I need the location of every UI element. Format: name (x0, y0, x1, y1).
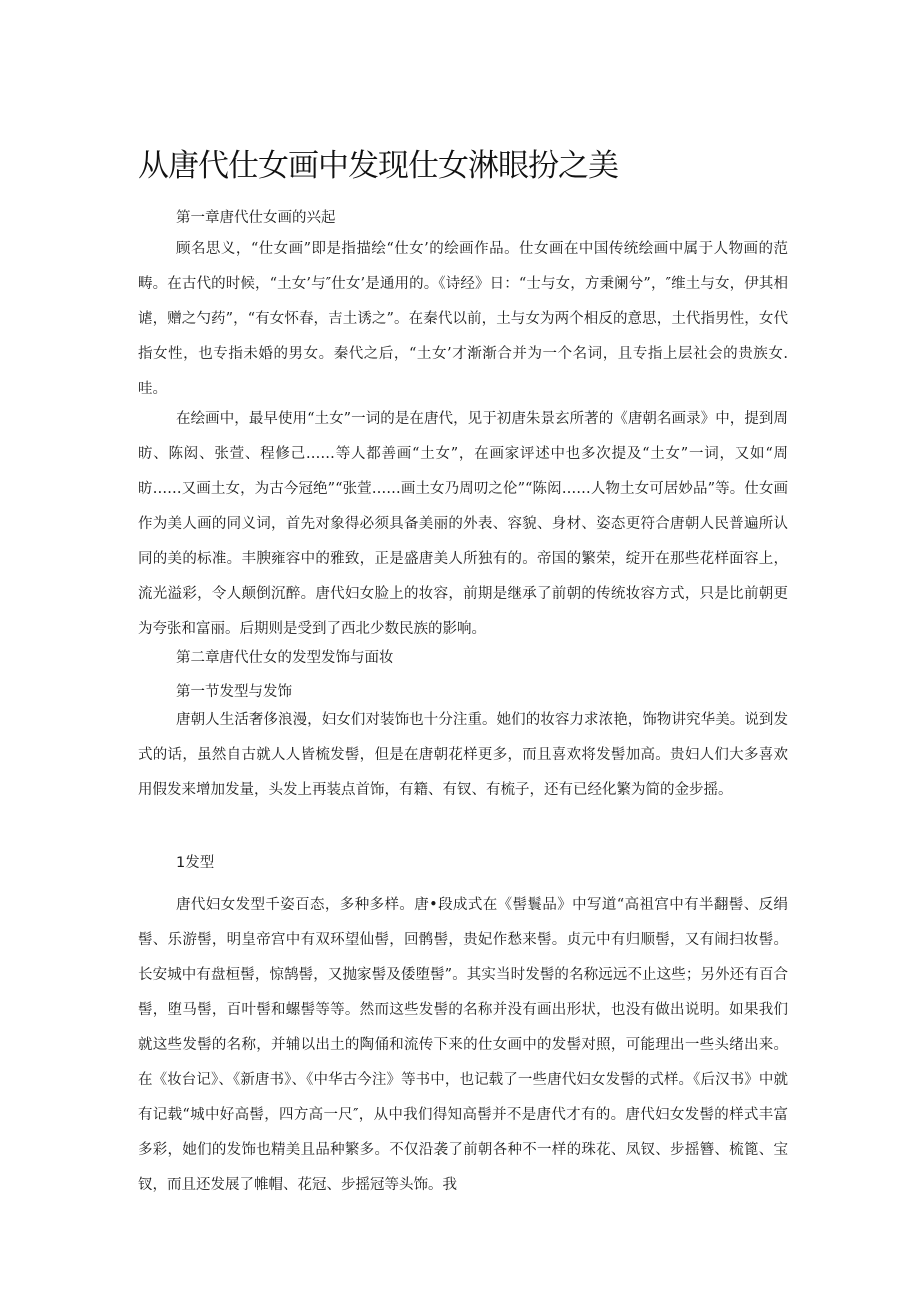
document-title: 从唐代仕女画中发现仕女淋眼扮之美 (138, 148, 618, 184)
section-1-paragraph: 唐朝人生活奢侈浪漫，妇女们对装饰也十分注重。她们的妆容力求浓艳，饰物讲究华美。说到发式的话，虽然自古就人人皆梳发髻，但是在唐朝花样更多，而且喜欢将发髻加高。贵妇人们大多喜欢用假发来增加发量，头发上再装点首饰，有籍、有钗、有梳子，还有已经化繁为简的金步摇。 (138, 712, 788, 798)
chapter-1-paragraph-1: 顾名思义，“仕女画”即是指描绘“仕女’的绘画作品。仕女画在中国传统绘画中属于人物画的范畴。在古代的时候，“土女’与″仕女’是通用的。《诗经》日：“士与女，方秉阑兮”，″维土与女，伊其相谑，赠之勺药”，“有女怀春，吉土诱之”。在秦代以前，土与女为两个相反的意思，土代指男性，女代指女性，也专指未婚的男女。秦代之后，“土女’才渐渐合并为一个名词，且专指上层社会的贵族女.哇。 (138, 241, 788, 397)
section-1-heading: 第一节发型与发饰 (176, 684, 292, 700)
chapter-1-paragraph-2: 在绘画中，最早使用“土女”一词的是在唐代，见于初唐朱景玄所著的《唐朝名画录》中，提到周昉、陈闳、张萱、程修己……等人都善画“土女”，在画家评述中也多次提及“土女”一词，又如“周昉……又画土女，为古今冠绝”“张萱……画土女乃周叨之伦”“陈闳……人物土女可居妙品”等。仕女画作为美人画的同义词，首先对象得必须具备美丽的外表、容貌、身材、姿态更符合唐朝人民普遍所认同的美的标准。丰腴雍容中的雅致，正是盛唐美人所独有的。帝国的繁荣，绽开在那些花样面容上，流光溢彩，令人颠倒沉醉。唐代妇女脸上的妆容，前期是继承了前朝的传统妆容方式，只是比前朝更为夸张和富丽。后期则是受到了西北少数民族的影响。 (138, 411, 788, 637)
subsection-1-heading: 1发型 (176, 855, 215, 871)
chapter-1-heading: 第一章唐代仕女画的兴起 (176, 210, 336, 226)
chapter-2-heading: 第二章唐代仕女的发型发饰与面妆 (176, 650, 394, 666)
subsection-1-paragraph: 唐代妇女发型千姿百态，多种多样。唐•段成式在《髻鬟品》中写道“高祖宫中有半翻髻、反绢髻、乐游髻，明皇帝宫中有双环望仙髻，回鹘髻，贵妃作愁来髻。贞元中有归顺髻，又有闹扫妆髻。长安城中有盘桓髻，惊鹄髻，又抛家髻及倭堕髻”。其实当时发髻的名称远远不止这些；另外还有百合髻，堕马髻，百叶髻和螺髻等等。然而这些发髻的名称并没有画出形状，也没有做出说明。如果我们就这些发髻的名称，并辅以出土的陶俑和流传下来的仕女画中的发髻对照，可能理出一些头绪出来。在《妆台记》、《新唐书》、《中华古今注》等书中，也记载了一些唐代妇女发髻的式样。《后汉书》中就有记载“城中好高髻，四方高一尺″，从中我们得知高髻并不是唐代才有的。唐代妇女发髻的样式丰富多彩，她们的发饰也精美且品种繁多。不仅沿袭了前朝各种不一样的珠花、凤钗、步摇簪、梳篦、宝钗，而且还发展了帷帽、花冠、步摇冠等头饰。我 (138, 897, 788, 1193)
